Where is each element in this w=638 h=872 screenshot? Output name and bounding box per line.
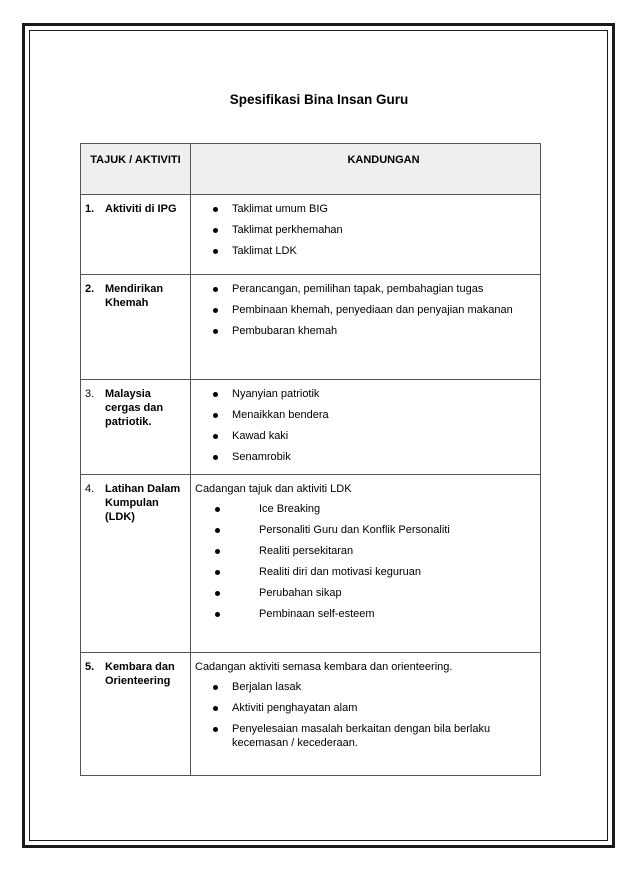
bullet-icon bbox=[213, 413, 218, 418]
list-item: Berjalan lasak bbox=[195, 680, 535, 694]
list-item: Pembinaan khemah, penyediaan dan penyajian makanan bbox=[195, 303, 535, 317]
list-item: Ice Breaking bbox=[195, 502, 535, 516]
document-title: Spesifikasi Bina Insan Guru bbox=[229, 92, 409, 107]
bullet-icon bbox=[213, 392, 218, 397]
table-row bbox=[81, 380, 541, 475]
list-item: Taklimat perkhemahan bbox=[195, 223, 535, 237]
row-number: 3. bbox=[85, 388, 95, 400]
list-item: Penyelesaian masalah berkaitan dengan bila berlaku kecemasan / kecederaan. bbox=[195, 722, 535, 750]
list-item: Kawad kaki bbox=[195, 429, 535, 443]
list-item: Pembinaan self-esteem bbox=[195, 607, 535, 621]
activity-table bbox=[80, 143, 541, 776]
bullet-icon bbox=[215, 612, 220, 617]
header-tajuk-aktiviti: TAJUK / AKTIVITI bbox=[81, 144, 191, 195]
row-label-cell bbox=[81, 475, 191, 653]
bullet-icon bbox=[213, 727, 218, 732]
row-number: 1. bbox=[85, 203, 95, 215]
row-content-cell bbox=[191, 275, 541, 380]
bullet-icon bbox=[215, 507, 220, 512]
list-item: Menaikkan bendera bbox=[195, 408, 535, 422]
bullet-icon bbox=[213, 287, 218, 292]
bullet-icon bbox=[213, 308, 218, 313]
bullet-icon bbox=[213, 207, 218, 212]
row-label: Kembara dan Orienteering bbox=[105, 661, 175, 687]
row-lead-text: Cadangan tajuk dan aktiviti LDK bbox=[195, 483, 352, 495]
table-row bbox=[81, 195, 541, 275]
list-item: Personaliti Guru dan Konflik Personaliti bbox=[195, 523, 535, 537]
table-row bbox=[81, 475, 541, 653]
row-number: 2. bbox=[85, 283, 95, 295]
list-item: Pembubaran khemah bbox=[195, 324, 535, 338]
bullet-icon bbox=[215, 528, 220, 533]
row-label: Malaysia cergas dan patriotik. bbox=[105, 388, 164, 428]
list-item: Senamrobik bbox=[195, 450, 535, 464]
list-item: Aktiviti penghayatan alam bbox=[195, 701, 535, 715]
row-label-cell bbox=[81, 195, 191, 275]
row-content-cell bbox=[191, 475, 541, 653]
row-label-cell bbox=[81, 653, 191, 776]
row-label: Mendirikan Khemah bbox=[105, 283, 164, 309]
row-number: 4. bbox=[85, 483, 95, 495]
bullet-icon bbox=[213, 434, 218, 439]
row-label: Aktiviti di IPG bbox=[105, 203, 177, 215]
bullet-icon bbox=[215, 549, 220, 554]
bullet-icon bbox=[213, 329, 218, 334]
row-label-cell bbox=[81, 380, 191, 475]
row-label-cell bbox=[81, 275, 191, 380]
bullet-icon bbox=[213, 685, 218, 690]
row-lead-text: Cadangan aktiviti semasa kembara dan orienteering. bbox=[195, 661, 453, 673]
row-content-cell bbox=[191, 380, 541, 475]
row-number: 5. bbox=[85, 661, 95, 673]
table-row bbox=[81, 275, 541, 380]
bullet-icon bbox=[213, 706, 218, 711]
header-kandungan: KANDUNGAN bbox=[191, 144, 541, 195]
list-item: Realiti diri dan motivasi keguruan bbox=[195, 565, 535, 579]
list-item: Nyanyian patriotik bbox=[195, 387, 535, 401]
bullet-icon bbox=[213, 249, 218, 254]
list-item: Realiti persekitaran bbox=[195, 544, 535, 558]
table-header-row bbox=[81, 144, 541, 195]
list-item: Perubahan sikap bbox=[195, 586, 535, 600]
row-label: Latihan Dalam Kumpulan (LDK) bbox=[105, 483, 181, 523]
bullet-icon bbox=[215, 570, 220, 575]
bullet-icon bbox=[215, 591, 220, 596]
bullet-icon bbox=[213, 455, 218, 460]
row-content-cell bbox=[191, 653, 541, 776]
table-row bbox=[81, 653, 541, 776]
row-content-cell bbox=[191, 195, 541, 275]
bullet-icon bbox=[213, 228, 218, 233]
list-item: Perancangan, pemilihan tapak, pembahagian tugas bbox=[195, 282, 535, 296]
list-item: Taklimat umum BIG bbox=[195, 202, 535, 216]
list-item: Taklimat LDK bbox=[195, 244, 535, 258]
